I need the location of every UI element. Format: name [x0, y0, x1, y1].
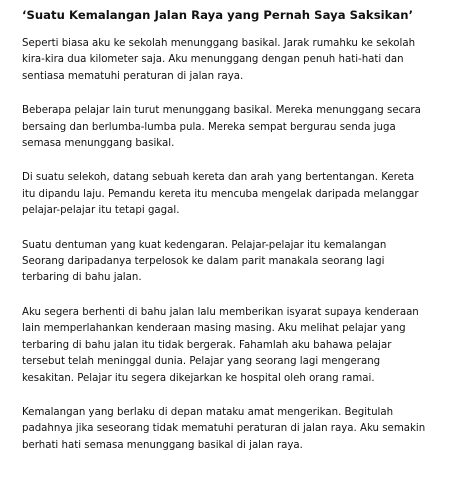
paragraph-line: Seorang daripadanya terpelosok ke dalam parit manakala seorang lagi — [22, 256, 385, 268]
paragraph-line: Di suatu selekoh, datang sebuah kereta dan arah yang bertentangan. Kereta — [22, 172, 415, 184]
paragraph-4 — [22, 238, 461, 287]
paragraph-line: tersebut telah meninggal dunia. Pelajar yang seorang lagi mengerang — [22, 356, 381, 368]
paragraph-line: terbaring di bahu jalan itu tidak bergerak. Fahamlah aku bahawa pelajar — [22, 339, 392, 351]
paragraph-3 — [22, 170, 461, 219]
paragraph-line: sentiasa mematuhi peraturan di jalan raya. — [22, 70, 244, 82]
paragraph-line: padahnya jika seseorang tidak mematuhi peraturan di jalan raya. Aku semakin — [22, 423, 426, 435]
paragraph-line: terbaring di bahu jalan. — [22, 272, 142, 284]
paragraph-line: Aku segera berhenti di bahu jalan lalu memberikan isyarat supaya kenderaan — [22, 306, 419, 318]
paragraph-2 — [22, 103, 461, 152]
essay-title: ‘Suatu Kemalangan Jalan Raya yang Pernah Saya Saksikan’ — [22, 8, 414, 22]
paragraph-line: semasa menunggang basikal. — [22, 138, 175, 150]
paragraph-line: Kemalangan yang berlaku di depan mataku amat mengerikan. Begitulah — [22, 406, 394, 418]
paragraph-5 — [22, 305, 461, 387]
paragraph-line: Seperti biasa aku ke sekolah menunggang basikal. Jarak rumahku ke sekolah — [22, 38, 416, 49]
paragraph-6 — [22, 405, 461, 454]
paragraph-line: kesakitan. Pelajar itu segera dikejarkan ke hospital oleh orang ramai. — [22, 372, 375, 384]
paragraph-line: Suatu dentuman yang kuat kedengaran. Pelajar-pelajar itu kemalangan — [22, 239, 387, 251]
paragraph-line: Beberapa pelajar lain turut menunggang basikal. Mereka menunggang secara — [22, 105, 421, 117]
paragraph-line: berhati hati semasa menunggang basikal di jalan raya. — [22, 439, 303, 451]
paragraph-line: bersaing dan berlumba-lumba pula. Mereka sempat bergurau senda juga — [22, 121, 396, 133]
paragraph-line: kira-kira dua kilometer saja. Aku menunggang dengan penuh hati-hati dan — [22, 54, 404, 66]
paragraph-line: lain memperlahankan kenderaan masing masing. Aku melihat pelajar yang — [22, 323, 406, 335]
paragraph-1 — [22, 36, 461, 85]
paragraph-line: itu dipandu laju. Pemandu kereta itu mencuba mengelak daripada melanggar — [22, 188, 419, 200]
paragraph-line: pelajar-pelajar itu tetapi gagal. — [22, 205, 180, 217]
